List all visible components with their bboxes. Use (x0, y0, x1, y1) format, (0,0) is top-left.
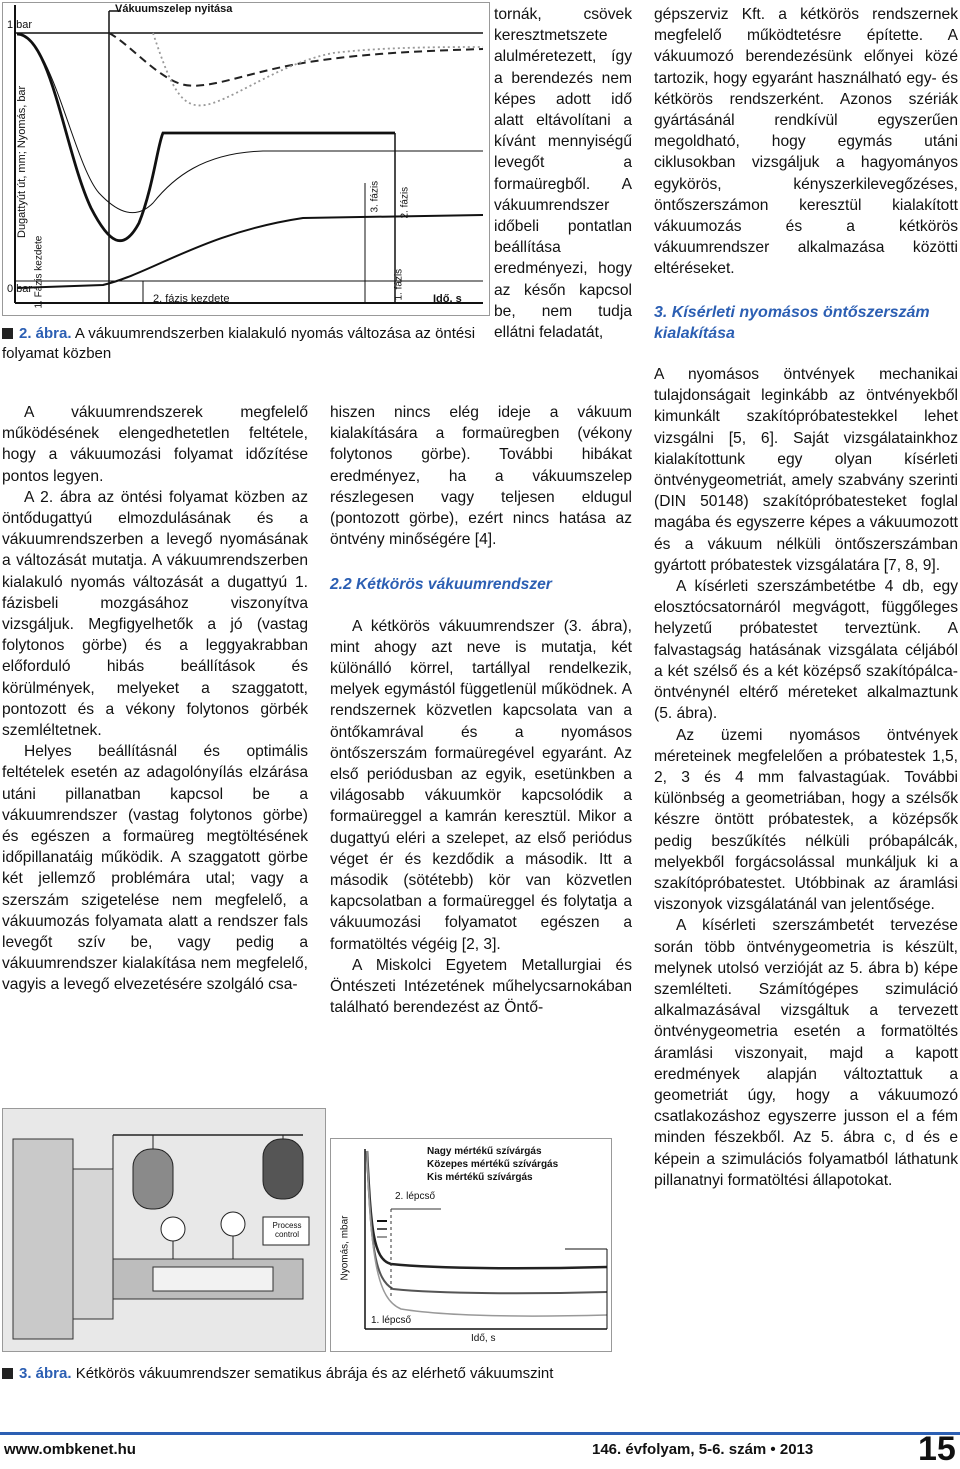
col2-paragraph-2: A kétkörös vákuumrendszer (3. ábra), mint ahogy azt neve is mutatja, két különálló körrel, tartállyal rendelkezik, melyek egymástól függetlenül működnek. A rendszernek közvetlen kapcsolata van a öntőkamrával és a nyomásos öntőszerszám formaüregével egyaránt. Az első periódusban az egyik, esetünkben a világosabb vákuumkör kapcsolódik a formaüreggel a kamrán keresztül. Mikor a dugattyú eléri a szelepet, az első periódus véget ér és kezdődik a második. Itt a második (sötétebb) kör van közvetlen kapcsolatban a formaüreggel és folytatja a vákuumozási folyamatot egészen a formatöltés végéig [2, 3]. (330, 617, 632, 953)
figure-3-caption (2, 1364, 622, 1384)
col3-paragraph-5: A kísérleti szerszámbetét tervezése során több öntvénygeometria is készült, melynek utolsó verzióját az 5. ábra b) képe szemlélteti. Számítógépes szimuláció alkalmazásával vizsgáltuk a tervezett öntvénygeometria esetén a formatöltés áramlási viszonyait, majd a kapott eredmények alapján változtattuk a geometriát úgy, hogy a vákuumozó csatlakozáshoz egyszerre jusson el a fém minden fészekből. Az 5. ábra c, d és e képein a szimulációs folyamatból láthatunk pillanatnyi formatöltési állapotokat. (654, 917, 958, 1189)
col3-paragraph-3: A kísérleti szerszámbetétbe 4 db, egy elosztócsatornáról megvágott, függőleges helyzetű próbatestet terveztünk. A falvastagság hatásának vizsgálata céljából a két szélső és a két középső szakítópálca-öntvénynél eltérő méreteket alkalmaztunk (5. ábra). (654, 578, 958, 723)
caption-bullet-icon (2, 1368, 13, 1379)
dashed-curve (109, 33, 483, 86)
fig3-process-label: Process control (272, 1221, 302, 1239)
dotted-curve (153, 33, 483, 105)
fig2-yaxis-label: Dugattyút út, mm; Nyomás, bar (16, 85, 28, 238)
fig2-label-phase1: 1. fázis (393, 268, 405, 301)
figure-2-caption (2, 324, 480, 364)
column-3 (654, 4, 958, 1191)
fig2-label-time: Idő, s (433, 293, 462, 305)
figure-2-diagram (3, 3, 489, 315)
footer-issue: 146. évfolyam, 5-6. szám • 2013 (592, 1441, 814, 1458)
fig3-legend (427, 1145, 558, 1184)
col2-paragraph-1-narrow: tornák, csövek keresztmetszete alulméretezett, így a berendezés nem képes adott idő alatt eltávolítani a kívánt mennyiségű levegőt a formaüregből. A vákuumrendszer időbeli pontatlan beállítása eredményezi, hogy az későn kapcsol be, nem tudja ellátni feladatát, (494, 6, 632, 342)
column-2 (330, 402, 632, 1018)
fig2-label-1bar: 1 bar (7, 19, 33, 31)
fig3-step1-label: 1. lépcső (371, 1315, 412, 1326)
column-1 (2, 402, 308, 996)
fig3-xaxis-label: Idő, s (471, 1333, 496, 1344)
col3-paragraph-2: A nyomásos öntvények mechanikai tulajdonságait leginkább az öntvényekből kimunkált szakítópróbatestekkel lehet vizsgálni [5, 6]. Saját vizsgálatainkhoz kialakítottunk egy olyan kísérleti öntvénygeometriát, amely szabvány szerinti (DIN 50148) szakítópróbatesteket foglal magába és egyszerre képes a vákuumozott és a vákuum nélküli öntőszerszámban gyártott próbatestek vizsgálatára [7, 8, 9]. (654, 366, 958, 574)
col1-paragraph-3: Helyes beállításnál és optimális feltételek esetén az adagolónyílás elzárása utáni pillanatban kapcsol be a vákuumrendszer (vastag folytonos görbe) és egészen a formaüreg megtöltésének időpillanatáig működik. A szaggatott görbe két jellemző problémára utal; vagy a szerszám szigetelése nem megfelelő, a vákuumozás folyamata alatt a rendszer fals levegőt szív be, vagy pedig a vákuumrendszer kialakítása nem megfelelő, vagyis a levegő elvezetésére szolgáló csa- (2, 743, 308, 994)
col3-heading (654, 302, 958, 344)
fig3-step2-label: 2. lépcső (395, 1191, 436, 1202)
figure-3-chart (330, 1138, 612, 1352)
col3-paragraph-4: Az üzemi nyomásos öntvények méreteinek megfelelően a próbatestek 1,5, 2, 3 és 4 mm falvastagúak. További különbség a geometriában, hogy a szélsők készre öntött próbatestek, a középsők pedig beszűkítés nélküli próbapálcák, melyekből forgácsolással munkáljuk ki a szakítópróbatestet. Utóbbinak az áramlási viszonyok vizsgálatánál van jelentősége. (654, 726, 958, 914)
col2-paragraph-3: A Miskolci Egyetem Metallurgiai és Öntészeti Intézetének műhelycsarnokában található berendezést az Öntő- (330, 956, 632, 1017)
legend-item-medium-leak: Közepes mértékű szívárgás (427, 1159, 559, 1170)
fig2-label-phase2: 2. fázis (399, 186, 411, 219)
col3-paragraph-1: gépszerviz Kft. a kétkörös rendszernek megfelelő működtetésre építette. A vákuumozó berendezésünk előnyei közé tartozik, hogy egyaránt használható egy- és kétkörös rendszerként. Azonos szériák gyártásánál rendkívül egyszerűen megoldható, hogy egymás utáni ciklusokban vizsgáljuk a hagyományos egykörös, kényszerkilevegőzéses, öntőszerszámon keresztül kialakított vákuumozás és a kétkörös vákuumrendszer alkalmazása közötti eltéréseket. (654, 6, 958, 278)
col1-paragraph-1: A vákuumrendszerek megfelelő működésének elengedhetetlen feltétele, hogy a vákuumozási folyamat időzítése pontos legyen. (2, 404, 308, 485)
figure-2 (2, 2, 490, 316)
fig3-yaxis-label: Nyomás, mbar (339, 1215, 351, 1281)
col2-paragraph-1-rest: hiszen nincs elég ideje a vákuum kialakítására a formaüregben (vékony folytonos görbe). További hibákat eredményez, ha a vákuumszelep részlegesen vagy teljesen eldugul (pontozott görbe), ezért nincs hatása az öntvény minőségére [4]. (330, 404, 632, 549)
fig2-caption-number: 2. ábra. (19, 325, 72, 342)
fig2-label-phase1-start: 1. Fázis kezdete (33, 235, 45, 309)
fig2-label-top: Vákuumszelep nyitása (115, 3, 233, 15)
fig3-caption-number: 3. ábra. (19, 1365, 72, 1382)
fig2-label-phase2-start: 2. fázis kezdete (153, 293, 230, 305)
footer-rule (0, 1432, 960, 1435)
caption-bullet-icon (2, 328, 13, 339)
footer-url[interactable]: www.ombkenet.hu (4, 1441, 136, 1458)
legend-item-small-leak: Kis mértékű szívárgás (427, 1172, 533, 1183)
page-number: 15 (918, 1430, 956, 1468)
column-2-narrow (494, 4, 632, 343)
fig2-label-phase3: 3. fázis (369, 180, 381, 213)
col2-heading: 2.2 Kétkörös vákuumrendszer (330, 576, 552, 594)
col1-paragraph-2: A 2. ábra az öntési folyamat közben az öntődugattyú elmozdulásának és a vákuumrendszerben a levegő nyomásának a változását mutatja. A vákuumrendszerben kialakuló nyomás változását a dugattyú 1. fázisbeli mozgásához viszonyítva vizsgáljuk. Megfigyelhetők a jó (vastag folytonos görbe) és a leggyakrabban előforduló hibás beállítások és körülmények, melyeket a szaggatott, pontozott és a vékony folytonos görbék szemléltetnek. (2, 488, 308, 740)
col3-heading-text: 3. Kísérleti nyomásos öntőszerszám kialakítása (654, 303, 930, 342)
thin-curve (17, 34, 483, 213)
fig2-caption-text: A vákuumrendszerben kialakuló nyomás változása az öntési folyamat közben (2, 325, 476, 362)
legend-item-large-leak: Nagy mértékű szívárgás (427, 1146, 542, 1157)
fig2-label-0bar: 0 bar (7, 283, 33, 295)
figure-3-schematic (2, 1108, 326, 1352)
piston-curve (17, 215, 483, 288)
fig3-caption-text: Kétkörös vákuumrendszer sematikus ábrája és az elérhető vákuumszint (75, 1365, 554, 1382)
